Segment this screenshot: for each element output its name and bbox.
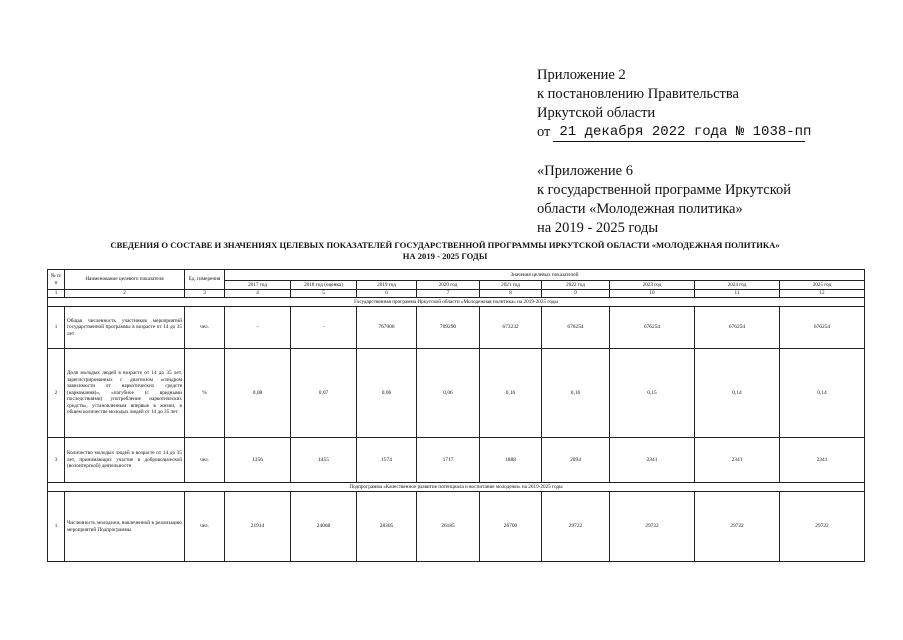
- year-header: 2025 год: [780, 281, 865, 290]
- date-prefix: от: [537, 124, 551, 140]
- row-number: 1: [48, 492, 65, 562]
- column-number: 2: [65, 290, 185, 298]
- value-cell: 2094: [542, 438, 610, 483]
- value-cell: 29722: [695, 492, 780, 562]
- appendix-line: Иркутской области: [537, 105, 656, 121]
- title-line: НА 2019 - 2025 ГОДЫ: [402, 251, 488, 261]
- value-cell: 2341: [695, 438, 780, 483]
- column-number: 8: [480, 290, 542, 298]
- value-cell: 676254: [695, 307, 780, 349]
- value-cell: 2341: [780, 438, 865, 483]
- appendix-line: Приложение 2: [537, 67, 626, 83]
- row-number: 1: [48, 307, 65, 349]
- value-cell: 676254: [542, 307, 610, 349]
- header-unit: Ед. измерения: [185, 270, 225, 290]
- unit-cell: чел.: [185, 438, 225, 483]
- year-header: 2023 год: [610, 281, 695, 290]
- indicators-table: [47, 269, 865, 562]
- value-cell: 0,08: [225, 349, 291, 438]
- value-cell: 673232: [480, 307, 542, 349]
- value-cell: 1356: [225, 438, 291, 483]
- value-cell: 0,14: [695, 349, 780, 438]
- column-number: 1: [48, 290, 65, 298]
- unit-cell: чел.: [185, 492, 225, 562]
- value-cell: 1574: [357, 438, 417, 483]
- row-number: 2: [48, 349, 65, 438]
- appendix-line: к постановлению Правительства: [537, 86, 739, 102]
- value-cell: 676254: [780, 307, 865, 349]
- value-cell: 26700: [480, 492, 542, 562]
- indicator-name: Численность молодежи, вовлеченной в реализацию мероприятий Подпрограммы: [65, 492, 185, 562]
- value-cell: 29722: [542, 492, 610, 562]
- document-title: [40, 240, 850, 262]
- value-cell: 29722: [780, 492, 865, 562]
- year-header: 2019 год: [357, 281, 417, 290]
- value-cell: 709290: [417, 307, 480, 349]
- value-cell: 2341: [610, 438, 695, 483]
- value-cell: 676254: [610, 307, 695, 349]
- row-number: 3: [48, 438, 65, 483]
- column-number: 3: [185, 290, 225, 298]
- value-cell: 0,16: [480, 349, 542, 438]
- title-line: СВЕДЕНИЯ О СОСТАВЕ И ЗНАЧЕНИЯХ ЦЕЛЕВЫХ ПОКАЗАТЕЛЕЙ ГОСУДАРСТВЕННОЙ ПРОГРАММЫ ИРКУТСКОЙ ОБЛАСТИ «МОЛОДЕЖНАЯ ПОЛИТИКА»: [110, 240, 780, 250]
- column-number: 6: [357, 290, 417, 298]
- value-cell: 0,15: [610, 349, 695, 438]
- year-header: 2018 год (оценка): [291, 281, 357, 290]
- unit-cell: %: [185, 349, 225, 438]
- year-header: 2017 год: [225, 281, 291, 290]
- unit-cell: чел.: [185, 307, 225, 349]
- value-cell: 0,16: [542, 349, 610, 438]
- program-line: к государственной программе Иркутской: [537, 182, 792, 198]
- column-number: 12: [780, 290, 865, 298]
- indicator-name: Общая численность участников мероприятий государственной программы в возрасте от 14 до 35 лет: [65, 307, 185, 349]
- column-number: 4: [225, 290, 291, 298]
- year-header: 2020 год: [417, 281, 480, 290]
- column-number: 11: [695, 290, 780, 298]
- table-row: [48, 492, 865, 562]
- value-cell: 29722: [610, 492, 695, 562]
- date-line: [537, 123, 812, 142]
- year-header: 2024 год: [695, 281, 780, 290]
- value-cell: 0,06: [417, 349, 480, 438]
- value-cell: 26185: [417, 492, 480, 562]
- value-cell: 0,07: [291, 349, 357, 438]
- year-header: 2021 год: [480, 281, 542, 290]
- value-cell: 0,06: [357, 349, 417, 438]
- header-name: Наименование целевого показателя: [65, 270, 185, 290]
- header-values: Значения целевых показателей: [225, 270, 865, 281]
- value-cell: 24068: [291, 492, 357, 562]
- table-row: [48, 307, 865, 349]
- value-cell: 1888: [480, 438, 542, 483]
- value-cell: -: [225, 307, 291, 349]
- program-line: «Приложение 6: [537, 163, 633, 179]
- indicator-name: Доля молодых людей в возрасте от 14 до 35 лет, зарегистрированных с диагнозом «синдром зависимости от наркотических средств (наркомания)», «пагубное (с вредными последствиями) употребление наркотических средств», установленным впервые в жизни, в общем количестве молодых людей от 14 до 35 лет: [65, 349, 185, 438]
- value-cell: -: [291, 307, 357, 349]
- table-row: [48, 349, 865, 438]
- date-value: 21 декабря 2022 года № 1038-пп: [553, 124, 805, 142]
- section-heading: Государственная программа Иркутской области «Молодежная политика» на 2019-2025 годы: [48, 298, 865, 307]
- indicator-name: Количество молодых людей в возрасте от 14 до 35 лет, принимающих участие в добровольческой (волонтерской) деятельности: [65, 438, 185, 483]
- column-number: 5: [291, 290, 357, 298]
- value-cell: 21914: [225, 492, 291, 562]
- program-line: на 2019 - 2025 годы: [537, 220, 659, 236]
- section-heading: Подпрограмма «Качественное развитие потенциала и воспитание молодежи» на 2019-2025 годы: [48, 483, 865, 492]
- appendix-block: [537, 66, 812, 238]
- column-number: 10: [610, 290, 695, 298]
- value-cell: 767006: [357, 307, 417, 349]
- column-number: 7: [417, 290, 480, 298]
- value-cell: 28305: [357, 492, 417, 562]
- year-header: 2022 год: [542, 281, 610, 290]
- value-cell: 0,14: [780, 349, 865, 438]
- column-number: 9: [542, 290, 610, 298]
- program-line: области «Молодежная политика»: [537, 201, 743, 217]
- header-num: № п/п: [48, 270, 65, 290]
- value-cell: 1455: [291, 438, 357, 483]
- table-row: [48, 438, 865, 483]
- value-cell: 1717: [417, 438, 480, 483]
